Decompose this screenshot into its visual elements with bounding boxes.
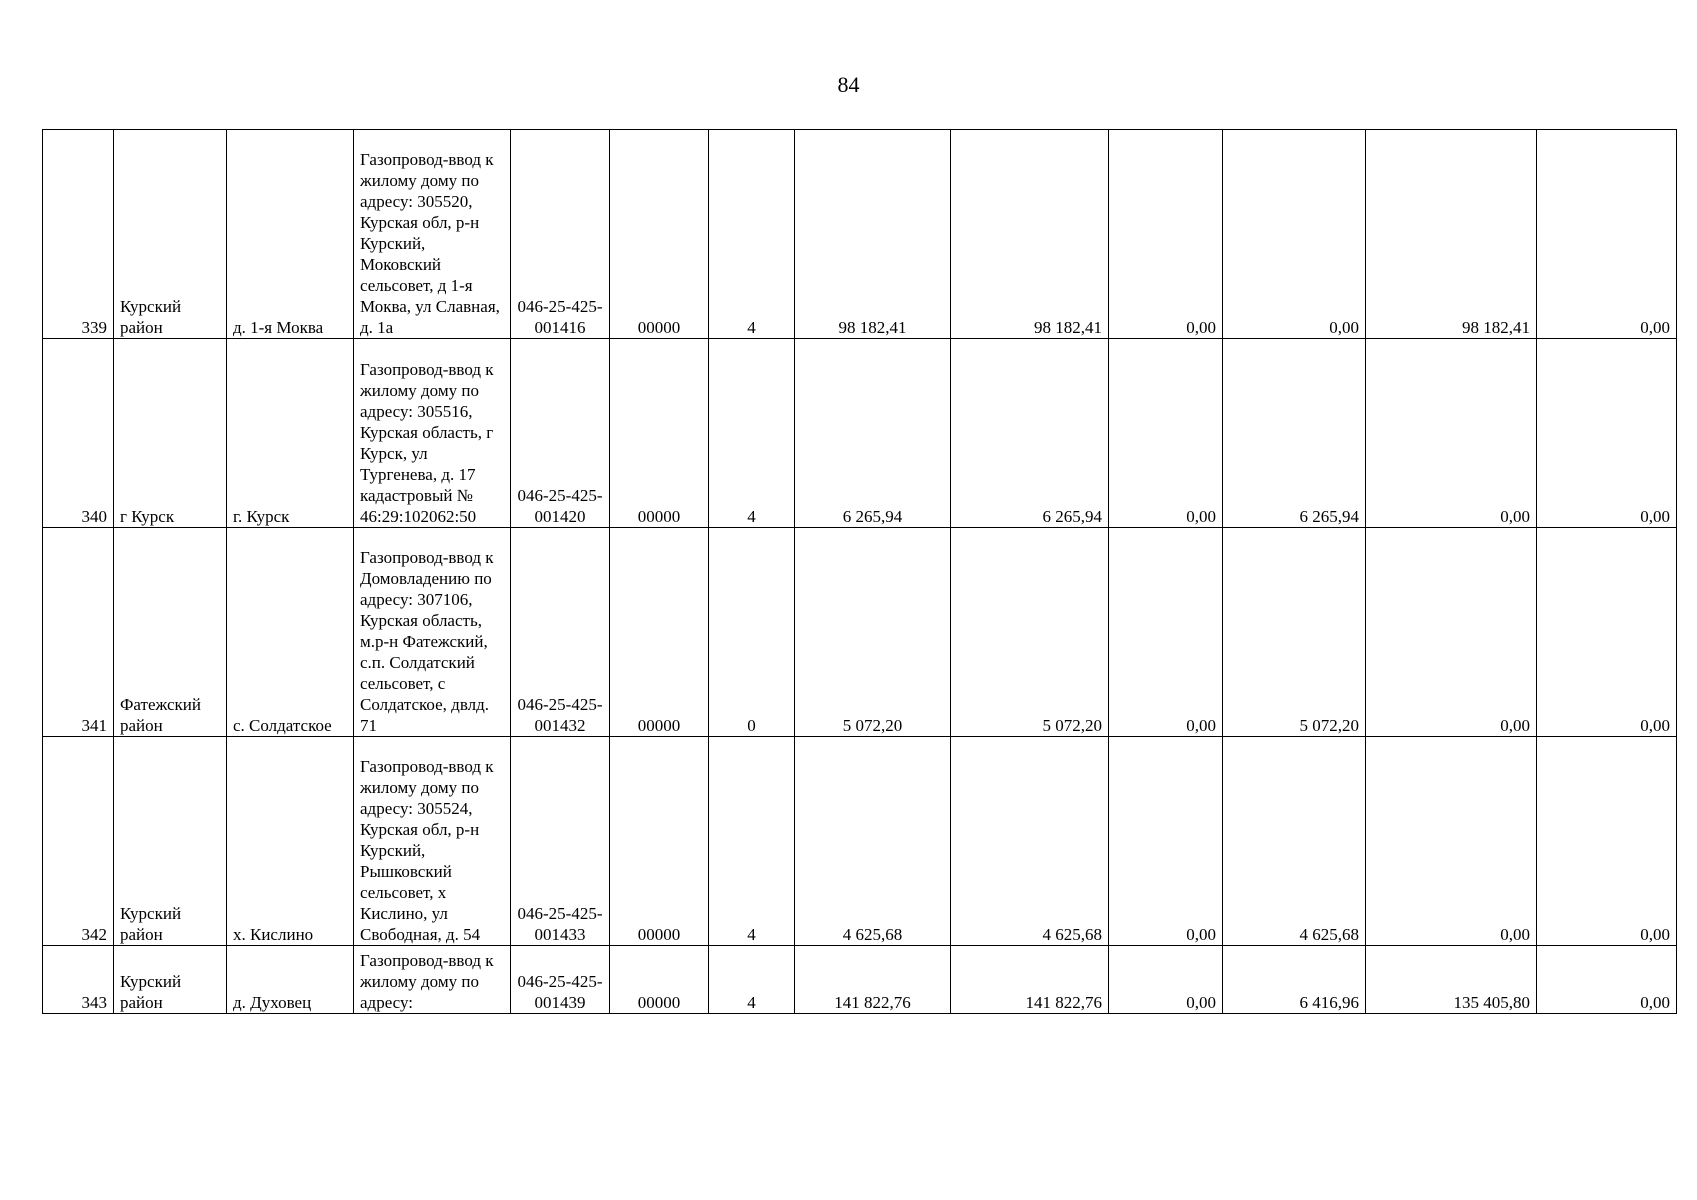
value-1-cell: 5 072,20 <box>795 528 951 737</box>
category-cell: 4 <box>709 130 795 339</box>
value-2-cell: 5 072,20 <box>951 528 1109 737</box>
value-5-cell: 0,00 <box>1366 339 1537 528</box>
value-2-cell: 141 822,76 <box>951 946 1109 1014</box>
district-cell: г Курск <box>114 339 227 528</box>
value-2-cell: 6 265,94 <box>951 339 1109 528</box>
value-1-cell: 4 625,68 <box>795 737 951 946</box>
value-5-cell: 0,00 <box>1366 528 1537 737</box>
inventory-number-cell: 046-25-425-001432 <box>511 528 610 737</box>
locality-cell: с. Солдатское <box>227 528 354 737</box>
value-6-cell: 0,00 <box>1537 130 1677 339</box>
category-cell: 4 <box>709 946 795 1014</box>
code-cell: 00000 <box>610 946 709 1014</box>
inventory-number-cell: 046-25-425-001420 <box>511 339 610 528</box>
object-description-cell: Газопровод-ввод к жилому дому по адресу: <box>354 946 511 1014</box>
value-1-cell: 6 265,94 <box>795 339 951 528</box>
object-description-cell: Газопровод-ввод к жилому дому по адресу: 305520, Курская обл, р-н Курский, Моковский сельсовет, д 1-я Моква, ул Славная, д. 1а <box>354 130 511 339</box>
table-row <box>43 130 1677 339</box>
table-row <box>43 946 1677 1014</box>
table-row <box>43 528 1677 737</box>
table-row <box>43 737 1677 946</box>
value-2-cell: 98 182,41 <box>951 130 1109 339</box>
value-4-cell: 6 265,94 <box>1223 339 1366 528</box>
value-1-cell: 141 822,76 <box>795 946 951 1014</box>
locality-cell: х. Кислино <box>227 737 354 946</box>
row-number: 340 <box>43 339 114 528</box>
value-4-cell: 0,00 <box>1223 130 1366 339</box>
table-row <box>43 339 1677 528</box>
inventory-number-cell: 046-25-425-001416 <box>511 130 610 339</box>
value-2-cell: 4 625,68 <box>951 737 1109 946</box>
value-6-cell: 0,00 <box>1537 946 1677 1014</box>
value-3-cell: 0,00 <box>1109 946 1223 1014</box>
district-cell: Фатежский район <box>114 528 227 737</box>
code-cell: 00000 <box>610 737 709 946</box>
row-number: 343 <box>43 946 114 1014</box>
code-cell: 00000 <box>610 339 709 528</box>
row-number: 341 <box>43 528 114 737</box>
district-cell: Курский район <box>114 130 227 339</box>
inventory-number-cell: 046-25-425-001439 <box>511 946 610 1014</box>
district-cell: Курский район <box>114 946 227 1014</box>
value-5-cell: 98 182,41 <box>1366 130 1537 339</box>
object-description-cell: Газопровод-ввод к жилому дому по адресу: 305516, Курская область, г Курск, ул Тургенева, д. 17 кадастровый № 46:29:102062:50 <box>354 339 511 528</box>
category-cell: 4 <box>709 737 795 946</box>
value-3-cell: 0,00 <box>1109 130 1223 339</box>
code-cell: 00000 <box>610 528 709 737</box>
value-4-cell: 5 072,20 <box>1223 528 1366 737</box>
object-description-cell: Газопровод-ввод к жилому дому по адресу: 305524, Курская обл, р-н Курский, Рышковский сельсовет, х Кислино, ул Свободная, д. 54 <box>354 737 511 946</box>
category-cell: 0 <box>709 528 795 737</box>
district-cell: Курский район <box>114 737 227 946</box>
value-1-cell: 98 182,41 <box>795 130 951 339</box>
category-cell: 4 <box>709 339 795 528</box>
page-number: 84 <box>837 72 860 97</box>
locality-cell: д. Духовец <box>227 946 354 1014</box>
value-5-cell: 135 405,80 <box>1366 946 1537 1014</box>
property-table <box>42 129 1677 1014</box>
code-cell: 00000 <box>610 130 709 339</box>
value-6-cell: 0,00 <box>1537 737 1677 946</box>
value-4-cell: 4 625,68 <box>1223 737 1366 946</box>
value-3-cell: 0,00 <box>1109 528 1223 737</box>
value-5-cell: 0,00 <box>1366 737 1537 946</box>
value-3-cell: 0,00 <box>1109 737 1223 946</box>
row-number: 339 <box>43 130 114 339</box>
locality-cell: д. 1-я Моква <box>227 130 354 339</box>
value-3-cell: 0,00 <box>1109 339 1223 528</box>
inventory-number-cell: 046-25-425-001433 <box>511 737 610 946</box>
value-4-cell: 6 416,96 <box>1223 946 1366 1014</box>
row-number: 342 <box>43 737 114 946</box>
object-description-cell: Газопровод-ввод к Домовладению по адресу: 307106, Курская область, м.р-н Фатежский, с.п. Солдатский сельсовет, с Солдатское, двлд. 71 <box>354 528 511 737</box>
value-6-cell: 0,00 <box>1537 339 1677 528</box>
value-6-cell: 0,00 <box>1537 528 1677 737</box>
locality-cell: г. Курск <box>227 339 354 528</box>
